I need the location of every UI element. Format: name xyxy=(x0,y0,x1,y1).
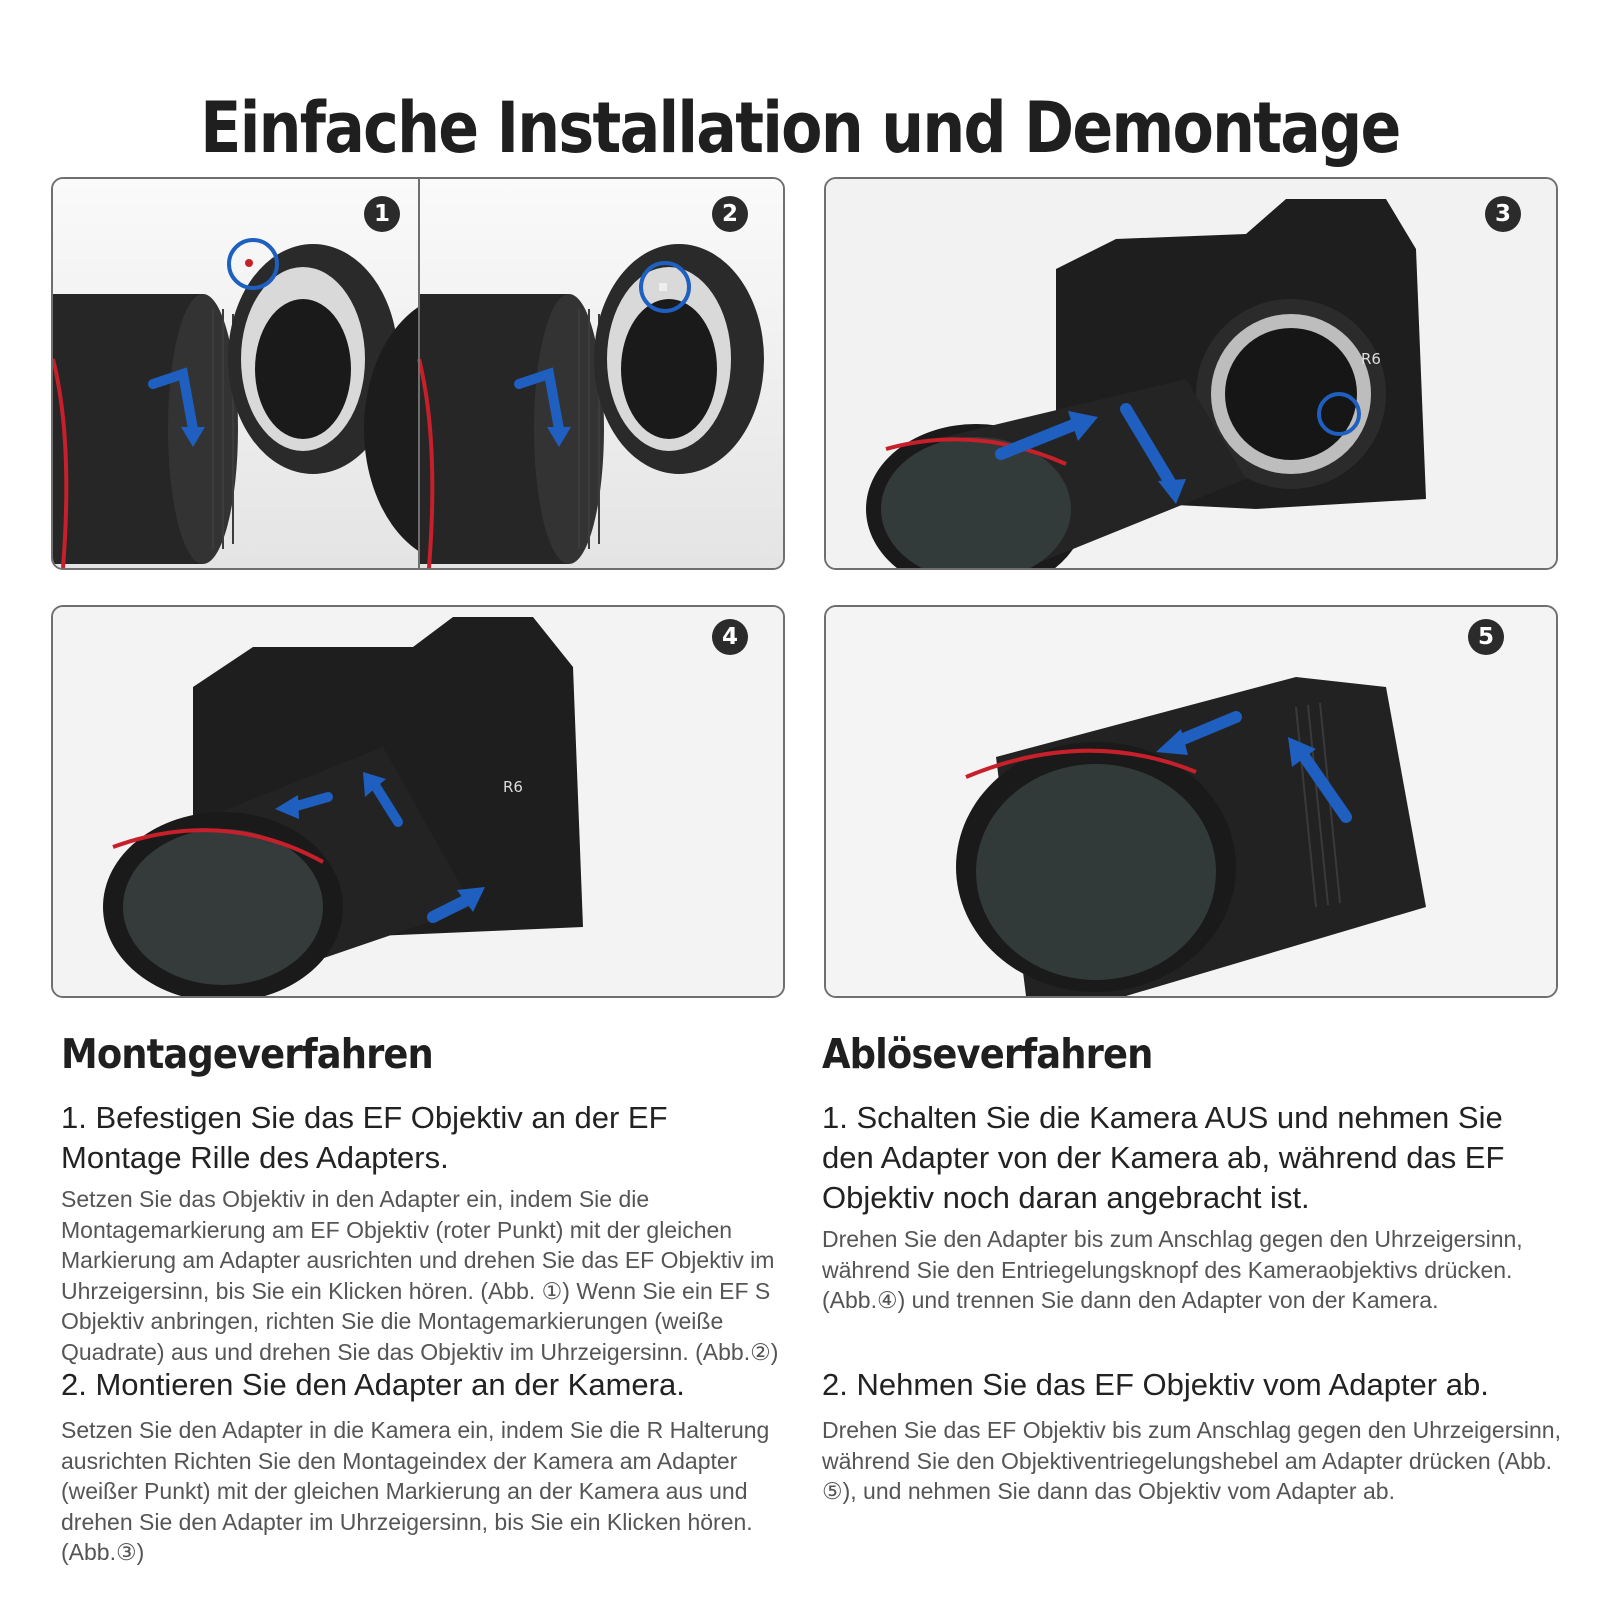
removal-procedure-section xyxy=(822,1030,1562,1504)
step-badge-4: 4 xyxy=(712,619,748,655)
mounting-step-2-text: Setzen Sie den Adapter in die Kamera ein, indem Sie die R Halterung ausrichten Richten Sie den Montageindex der Kamera am Adapter (weißer Punkt) mit der gleichen Markierung an der Kamera aus und drehen Sie den Adapter im Uhrzeigersinn, bis Sie ein Klicken hören. (Abb.③) xyxy=(61,1417,770,1565)
step-badge-1: 1 xyxy=(364,196,400,232)
photo-panel-steps-1-2 xyxy=(51,177,785,570)
mounting-procedure-section xyxy=(61,1030,791,1565)
step-badge-3: 3 xyxy=(1485,196,1521,232)
mounting-step-1-text: Setzen Sie das Objektiv in den Adapter ein, indem Sie die Montagemarkierung am EF Objektiv (roter Punkt) mit der gleichen Markierung am Adapter ausrichten und drehen Sie das EF Objektiv im Uhrzeigersinn, bis Sie ein Klicken hören. (Abb. ①) Wenn Sie ein EF S Objektiv anbringen, richten Sie die Montagemarkierungen (weiße Quadrate) aus und drehen Sie das Objektiv im Uhrzeigersinn. (Abb.②) xyxy=(61,1186,779,1365)
removal-title: Ablöseverfahren xyxy=(822,1030,1153,1078)
photo-panel-step-5 xyxy=(824,605,1558,998)
page-title: Einfache Installation und Demontage xyxy=(200,86,1400,169)
removal-step-2-heading: 2. Nehmen Sie das EF Objektiv vom Adapter ab. xyxy=(822,1367,1489,1402)
removal-step-1-text: Drehen Sie den Adapter bis zum Anschlag gegen den Uhrzeigersinn, während Sie den Entriegelungsknopf des Kameraobjektivs drücken. (Abb.④) und trennen Sie dann den Adapter von der Kamera. xyxy=(822,1226,1523,1313)
camera-with-lens-illustration xyxy=(53,607,783,996)
step-badge-5: 5 xyxy=(1468,619,1504,655)
photo-panel-step-3 xyxy=(824,177,1558,570)
mounting-step-2-heading: 2. Montieren Sie den Adapter an der Kamera. xyxy=(61,1367,685,1402)
photo-panel-step-4 xyxy=(51,605,785,998)
lens-removal-illustration xyxy=(826,607,1556,996)
removal-step-1-heading: 1. Schalten Sie die Kamera AUS und nehmen Sie den Adapter von der Kamera ab, während das EF Objektiv noch daran angebracht ist. xyxy=(822,1100,1505,1215)
camera-model-label-4: R6 xyxy=(503,778,523,796)
camera-mount-illustration xyxy=(826,179,1556,568)
lens-graphic-1 xyxy=(53,294,238,568)
camera-model-label: R6 xyxy=(1361,350,1381,368)
removal-step-2-text: Drehen Sie das EF Objektiv bis zum Anschlag gegen den Uhrzeigersinn, während Sie den Objektiventriegelungshebel am Adapter drücken (Abb. ⑤), und nehmen Sie dann das Objektiv vom Adapter ab. xyxy=(822,1417,1561,1504)
panel-divider xyxy=(418,179,420,568)
mounting-step-1-heading: 1. Befestigen Sie das EF Objektiv an der EF Montage Rille des Adapters. xyxy=(61,1100,668,1175)
mounting-title: Montageverfahren xyxy=(61,1030,433,1078)
step-badge-2: 2 xyxy=(712,196,748,232)
